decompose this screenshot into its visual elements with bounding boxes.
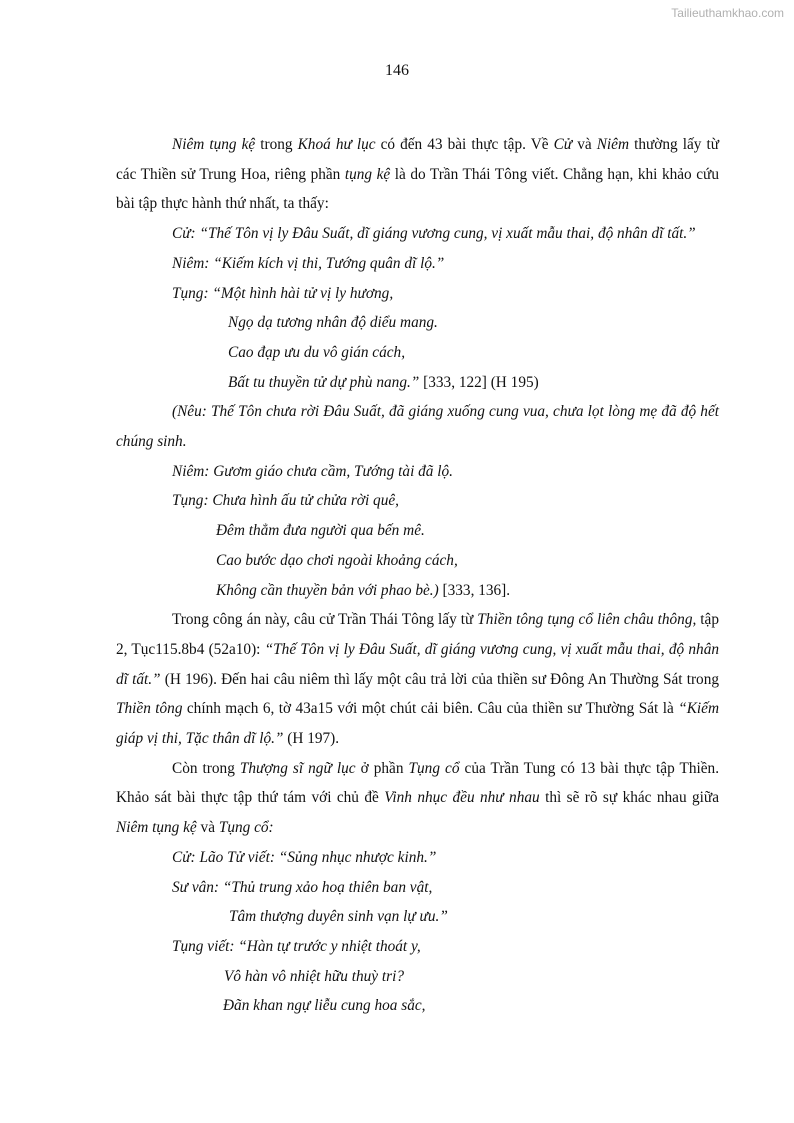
text-span: (H 197). [283,730,340,748]
quote-cu [116,219,719,249]
text-span: Khoá hư lục [297,136,376,153]
text-span: ở phần [355,759,409,777]
text-span: Niêm: Gươm giáo chưa cầm, Tướng tài đã lộ. [172,462,453,480]
verse-line [116,516,719,546]
text-span: Đêm thẳm đưa người qua bến mê. [216,522,425,540]
text-span: Tụng cổ: [218,819,274,837]
text-span: Trong công án này, câu cử Trần Thái Tông lấy từ [172,611,478,629]
text-span: [333, 136]. [438,581,511,599]
text-span: Còn trong [172,759,240,777]
text-span: Thiền tông [116,700,183,718]
text-span: Cử: “Thế Tôn vị ly Đâu Suất, dĩ giáng vương cung, vị xuất mẫu thai, độ nhân dĩ tất.” [172,225,696,243]
verse-line [116,546,719,576]
text-span: “Kiếm giáp vị thi, Tặc thân dĩ lộ.” [116,700,719,748]
text-span: Đãn khan ngự liễu cung hoa sắc, [223,997,426,1015]
text-span: Niêm: “Kiếm kích vị thi, Tướng quân dĩ lộ.” [172,254,445,272]
quote-tung-viet [116,932,719,962]
text-span: Thiền tông tụng cổ liên châu thông, [477,611,697,629]
paragraph-cong-an [116,605,719,754]
text-span: Không cần thuyền bản với phao bè.) [216,581,439,599]
text-span: “Thế Tôn vị ly Đâu Suất, dĩ giáng vương cung, vị xuất mẫu thai, độ nhân dĩ tất.” [116,640,719,688]
verse-line [116,991,719,1021]
text-span: chính mạch 6, tờ 43a15 với một chút cải biên. Câu của thiền sư Thường Sát là [182,700,679,718]
translation-tung [116,486,719,516]
translation-niem [116,457,719,487]
paragraph-thuong-si [116,754,719,843]
verse-line [116,576,719,606]
text-span: là do Trần Thái Tông viết. Chẳng hạn, khi khảo cứu bài tập thực hành thứ nhất, ta thấy: [116,165,719,213]
text-span: tụng kệ [344,165,391,183]
verse-line [116,368,719,398]
verse-line [116,338,719,368]
text-span: Tụng cổ [408,759,460,777]
text-span: Cử [553,136,573,153]
verse-line [116,902,719,932]
page-number: 146 [385,62,409,79]
text-span: và [196,819,219,837]
text-span: Niêm [596,136,630,153]
text-span: (Nêu: Thế Tôn chưa rời Đâu Suất, đã giáng xuống cung vua, chưa lọt lòng mẹ đã độ hết chúng sinh. [116,403,719,451]
text-span: Vô hàn vô nhiệt hữu thuỳ tri? [224,967,404,985]
text-span: Bất tu thuyền tử dự phù nang.” [228,373,420,391]
text-span: Cử: Lão Tử viết: “Sủng nhục nhược kinh.” [172,848,437,866]
text-span: của Trần Tung có 13 bài thực tập Thiền. Khảo sát bài thực tập thứ tám với chủ đề [116,759,720,807]
translation-note [116,397,719,456]
text-span: tập 2, Tục115.8b4 (52a10): [116,611,719,658]
text-span: Tụng: Chưa hình ấu tử chửa rời quê, [172,492,399,510]
text-span: Thượng sĩ ngữ lục [239,759,356,777]
paragraph-intro [116,130,719,219]
verse-line [116,962,719,992]
text-span: Sư vân: “Thủ trung xảo hoạ thiên ban vật, [172,878,433,896]
quote-tung [116,279,719,309]
text-span: Niêm tụng kệ [116,819,197,837]
text-span: thường lấy từ các Thiền sử Trung Hoa, riêng phần [116,136,719,183]
text-span: có đến 43 bài thực tập. Về [375,136,554,153]
text-span: Tâm thượng duyên sinh vạn lự ưu.” [229,908,448,926]
text-span: Tụng: “Một hình hài tử vị ly hương, [172,284,394,302]
quote-niem [116,249,719,279]
text-span: thì sẽ rõ sự khác nhau giữa [539,789,719,807]
text-span: [333, 122] (H 195) [419,373,539,391]
watermark: Tailieuthamkhao.com [671,6,784,20]
quote-cu-2 [116,843,719,873]
text-span: (H 196). Đến hai câu niêm thì lấy một câu trả lời của thiền sư Đông An Thường Sát trong [160,670,719,688]
text-span: Cao bước dạo chơi ngoài khoảng cách, [216,551,458,569]
text-span: và [572,136,597,153]
text-span: Niêm tụng kệ [172,136,256,153]
text-span: Vinh nhục đều như nhau [384,789,540,807]
document-body [116,130,719,1021]
quote-su-van [116,873,719,903]
text-span: Cao đạp ưu du vô gián cách, [228,343,406,361]
text-span: Ngọ dạ tương nhân độ diểu mang. [228,314,438,332]
text-span: trong [255,136,298,153]
text-span: Tụng viết: “Hàn tự trước y nhiệt thoát y, [172,937,421,955]
verse-line [116,308,719,338]
